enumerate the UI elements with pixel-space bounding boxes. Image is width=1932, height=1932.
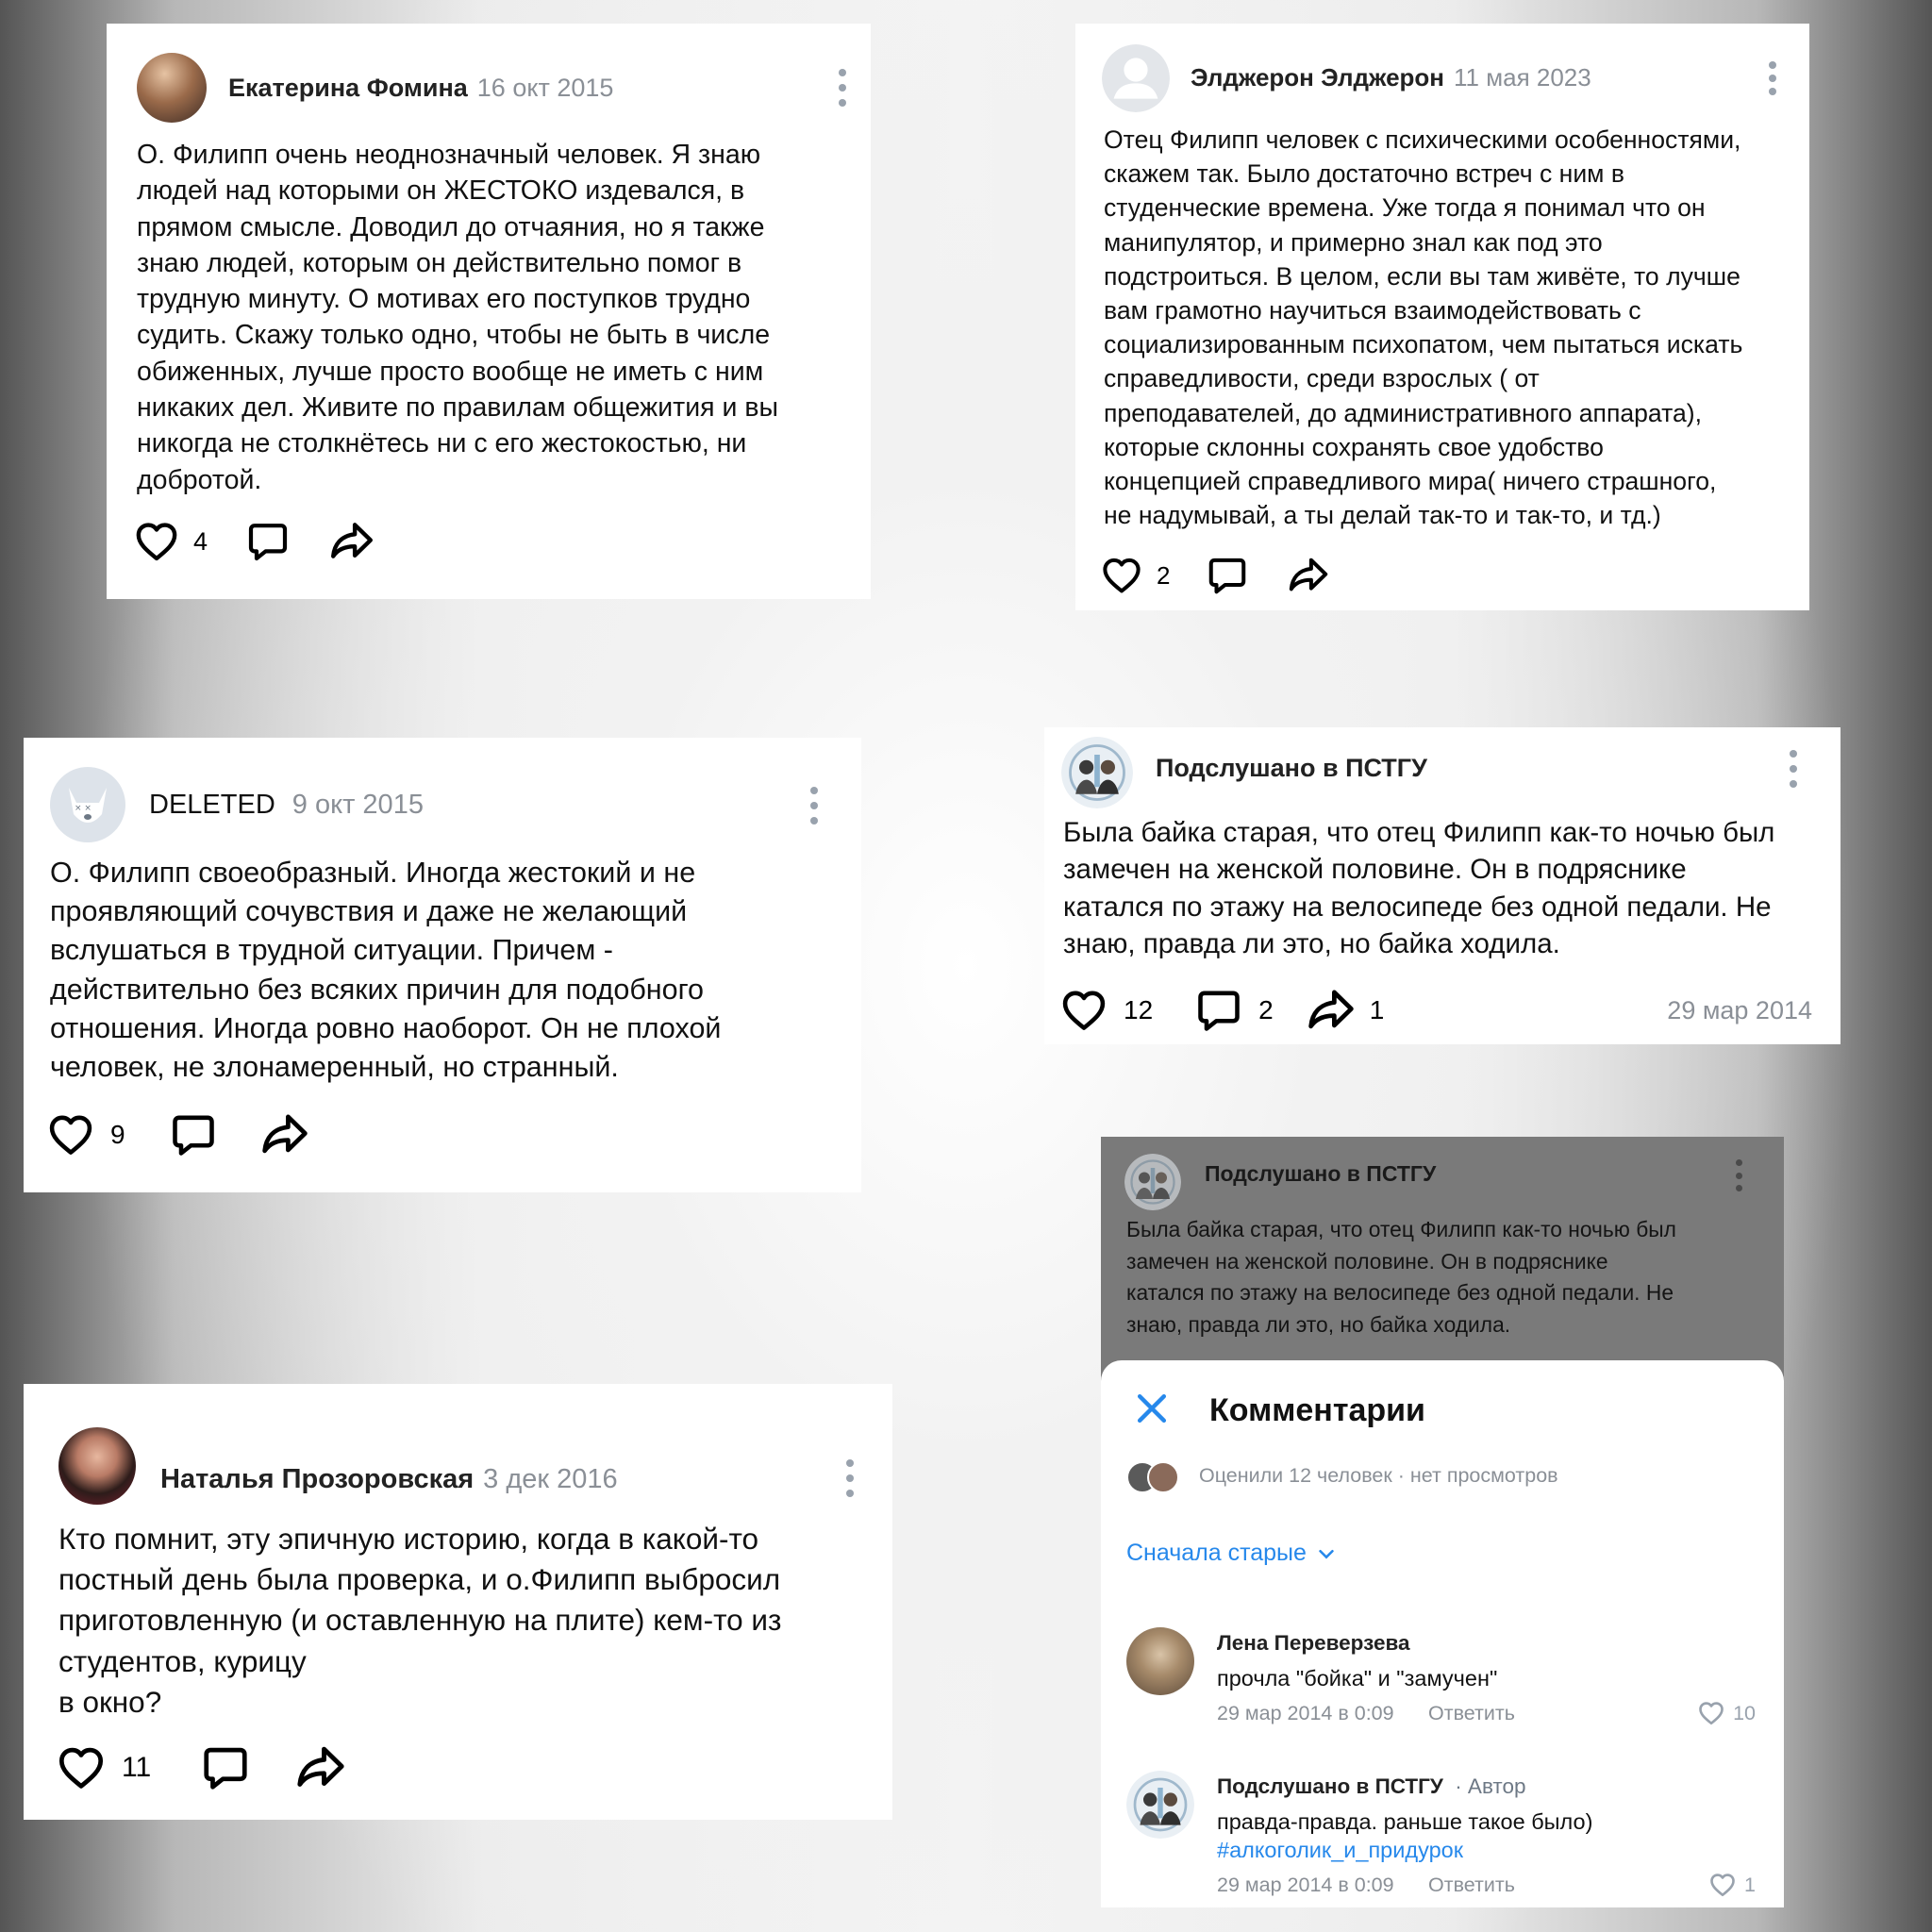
like-button[interactable] <box>133 518 208 565</box>
comment-item <box>1101 1610 1784 1733</box>
rated-summary[interactable]: Оценили 12 человек · нет просмотров <box>1199 1464 1558 1487</box>
comment-author[interactable]: Подслушано в ПСТГУ <box>1217 1774 1443 1798</box>
more-options-icon[interactable] <box>837 69 848 107</box>
comment-like-count: 10 <box>1733 1701 1756 1724</box>
comment-like-button[interactable] <box>1708 1871 1756 1899</box>
reply-link[interactable]: Ответить <box>1428 1702 1515 1724</box>
avatar[interactable] <box>58 1427 136 1505</box>
heart-icon <box>1059 986 1108 1035</box>
heart-icon <box>1100 554 1143 597</box>
comment-header <box>1191 61 1591 93</box>
comment-like-button[interactable] <box>1697 1699 1756 1727</box>
like-count: 2 <box>1157 560 1171 590</box>
avatar[interactable] <box>137 53 207 123</box>
comment-date[interactable]: 3 дек 2016 <box>483 1463 618 1494</box>
close-icon[interactable] <box>1131 1388 1173 1429</box>
heart-icon <box>56 1742 107 1793</box>
rated-avatars[interactable] <box>1126 1461 1187 1491</box>
share-icon[interactable] <box>259 1109 310 1160</box>
comment-author[interactable]: Лена Переверзева <box>1217 1631 1410 1655</box>
comment-card <box>1075 24 1809 610</box>
comment-count: 2 <box>1258 995 1274 1024</box>
comment-card <box>107 24 871 599</box>
comment-author-line <box>1217 1774 1525 1799</box>
comment-icon <box>1194 986 1243 1035</box>
comment-like-count: 1 <box>1744 1873 1756 1896</box>
comment-icon[interactable] <box>200 1742 251 1793</box>
sheet-title: Комментарии <box>1209 1392 1425 1428</box>
chevron-down-icon <box>1316 1543 1337 1564</box>
more-options-icon[interactable] <box>844 1459 856 1497</box>
like-button[interactable] <box>1100 554 1170 597</box>
avatar[interactable] <box>1126 1627 1194 1695</box>
comment-icon[interactable] <box>245 519 291 564</box>
like-button[interactable] <box>46 1110 125 1159</box>
group-avatar <box>1124 1154 1181 1210</box>
post-date[interactable]: 29 мар 2014 <box>1667 996 1812 1024</box>
dog-icon <box>50 767 125 842</box>
sort-label: Сначала старые <box>1126 1540 1307 1566</box>
comment-button[interactable] <box>1194 986 1274 1035</box>
action-bar <box>46 1110 310 1159</box>
comment-card <box>24 1384 892 1820</box>
group-avatar[interactable] <box>1126 1771 1194 1839</box>
comment-text: Кто помнит, эту эпичную историю, когда в какой-то постный день была проверка, и о.Филипп выбросил приготовленную (и оставленную на плите) кем-то из студентов, курицу в окно? <box>58 1522 782 1719</box>
action-bar <box>56 1742 347 1793</box>
comment-time: 29 мар 2014 в 0:09 <box>1217 1702 1394 1724</box>
post-text: Была байка старая, что отец Филипп как-то ночью был замечен на женской половине. Он в подряснике катался по этажу на велосипеде без одной педали. Не знаю, правда ли это, но байка ходила. <box>1063 817 1775 960</box>
comments-sheet-screenshot <box>1101 1137 1784 1907</box>
more-options-icon[interactable] <box>1788 750 1799 788</box>
comment-item <box>1101 1752 1784 1907</box>
post-header <box>1156 751 1427 785</box>
hashtag-link[interactable]: #алкоголик_и_придурок <box>1217 1838 1464 1862</box>
share-button[interactable] <box>1306 985 1385 1036</box>
dimmed-post-author: Подслушано в ПСТГУ <box>1205 1161 1437 1186</box>
heart-icon <box>1708 1871 1737 1899</box>
like-button[interactable] <box>1059 986 1153 1035</box>
comment-text: Отец Филипп человек с психическими особенностями, скажем так. Было достаточно встреч с ним в студенческие времена. Уже тогда я понимал что он манипулятор, и примерно знал как под это подстроиться. В целом, если вы там живёте, то лучше вам грамотно научиться взаимодействовать с социализированным психопатом, чем пытаться искать справедливости, среди взрослых ( от преподавателей, до административного аппарата), которые склонны сохранять свое удобство концепцией справедливого мира( ничего страшного, не надумывай, а ты делай так-то и так-то, и тд.) <box>1104 125 1743 530</box>
sort-dropdown[interactable] <box>1126 1540 1337 1567</box>
more-options-icon[interactable] <box>1767 61 1778 95</box>
post-card <box>1044 727 1840 1044</box>
heart-icon <box>133 518 180 565</box>
like-count: 4 <box>193 526 208 556</box>
comment-date[interactable]: 16 окт 2015 <box>476 73 614 102</box>
action-bar <box>1059 986 1384 1035</box>
comment-header <box>228 72 613 104</box>
author-name[interactable]: DELETED <box>149 789 275 820</box>
share-icon <box>1306 985 1357 1036</box>
action-bar <box>133 518 375 565</box>
like-button[interactable] <box>56 1742 151 1793</box>
author-name[interactable]: Наталья Прозоровская <box>160 1463 475 1494</box>
share-icon[interactable] <box>294 1741 347 1794</box>
more-options-icon <box>1734 1159 1743 1191</box>
author-name[interactable]: Элджерон Элджерон <box>1191 62 1445 92</box>
deleted-dog-avatar[interactable] <box>50 767 125 842</box>
avatar <box>1147 1461 1179 1493</box>
author-name[interactable]: Екатерина Фомина <box>228 73 468 102</box>
reply-link[interactable]: Ответить <box>1428 1874 1515 1896</box>
comment-header <box>149 788 424 822</box>
like-count: 11 <box>122 1752 152 1783</box>
comment-text: прочла "бойка" и "замучен" <box>1217 1666 1498 1690</box>
heart-icon <box>1697 1699 1725 1727</box>
comment-date[interactable]: 11 мая 2023 <box>1454 62 1591 92</box>
share-count: 1 <box>1369 995 1385 1024</box>
group-avatar[interactable] <box>1061 737 1133 808</box>
comment-date[interactable]: 9 окт 2015 <box>291 789 424 820</box>
like-count: 12 <box>1124 995 1154 1024</box>
more-options-icon[interactable] <box>808 787 820 824</box>
comment-icon[interactable] <box>169 1110 218 1159</box>
comment-header <box>160 1462 618 1496</box>
comment-text: О. Филипп своеобразный. Иногда жестокий и не проявляющий сочувствия и даже не желающий вслушаться в трудной ситуации. Причем - действительно без всяких причин для подобного отношения. Иногда ровно наоборот. Он не плохой человек, не злонамеренный, но странный. <box>50 857 722 1084</box>
author-name[interactable]: Подслушано в ПСТГУ <box>1156 753 1427 782</box>
comment-text: О. Филипп очень неоднозначный человек. Я знаю людей над которыми он ЖЕСТОКО издевался, в прямом смысле. Доводил до отчаяния, но я также знаю людей, которым он действительно помог в трудную минуту. О мотивах его поступков трудно судить. Скажу только одно, чтобы не быть в числе обиженных, лучше просто вообще не иметь с ним никаких дел. Живите по правилам общежития и вы никогда не столкнётесь ни с его жестокостью, ни добротой. <box>137 140 778 495</box>
comment-text: правда-правда. раньше такое было) <box>1217 1809 1593 1834</box>
comments-sheet <box>1101 1360 1784 1907</box>
author-badge: · Автор <box>1455 1774 1526 1798</box>
action-bar <box>1100 553 1330 598</box>
like-count: 9 <box>110 1120 125 1149</box>
comment-time: 29 мар 2014 в 0:09 <box>1217 1874 1394 1896</box>
avatar[interactable] <box>1102 44 1170 112</box>
heart-icon <box>46 1110 95 1159</box>
comment-icon[interactable] <box>1206 554 1249 597</box>
svg-text:× ×: × × <box>75 804 92 813</box>
comment-card <box>24 738 861 1192</box>
share-icon[interactable] <box>328 518 375 565</box>
share-icon[interactable] <box>1287 554 1330 597</box>
dimmed-post-text: Была байка старая, что отец Филипп как-то ночью был замечен на женской половине. Он в подряснике катался по этажу на велосипеде без одной педали. Не знаю, правда ли это, но байка ходила. <box>1126 1217 1676 1337</box>
